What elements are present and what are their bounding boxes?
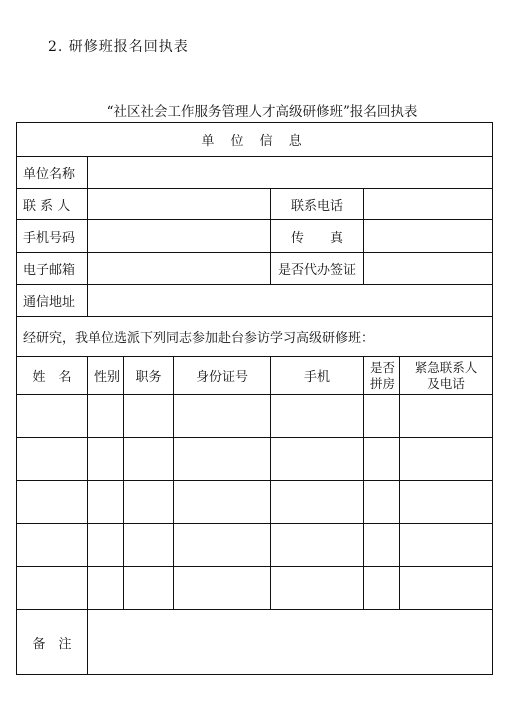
attendee-gender-cell[interactable]	[88, 567, 124, 610]
share-room-line-1: 是否	[370, 359, 396, 375]
attendee-position-cell[interactable]	[124, 567, 174, 610]
unit-name-label: 单位名称	[17, 157, 88, 189]
attendee-gender-cell[interactable]	[88, 395, 124, 438]
attendee-emergency-cell[interactable]	[400, 438, 493, 481]
attendee-row	[17, 524, 493, 567]
emergency-line-2: 及电话	[427, 375, 465, 391]
remarks-row	[17, 610, 493, 675]
attendee-name-cell[interactable]	[17, 395, 88, 438]
email-label: 电子邮箱	[17, 253, 88, 285]
col-name-header: 姓 名	[17, 357, 88, 395]
contact-label: 联 系 人	[17, 189, 88, 220]
email-field[interactable]	[88, 253, 271, 285]
attendee-share-room-cell[interactable]	[364, 395, 400, 438]
attendee-mobile-cell[interactable]	[271, 567, 364, 610]
attendee-id-cell[interactable]	[174, 567, 271, 610]
address-row	[17, 285, 493, 317]
fax-label: 传 真	[271, 220, 364, 253]
col-id-number-header: 身份证号	[174, 357, 271, 395]
attendee-row	[17, 481, 493, 524]
unit-name-row	[17, 157, 493, 189]
remarks-label: 备 注	[17, 610, 88, 675]
address-field[interactable]	[88, 285, 493, 317]
col-emergency-header	[400, 357, 493, 395]
statement-row	[17, 317, 493, 357]
attendee-id-cell[interactable]	[174, 438, 271, 481]
attendee-name-cell[interactable]	[17, 481, 88, 524]
attendee-row	[17, 567, 493, 610]
attendee-header-row	[17, 357, 493, 395]
col-position-header: 职务	[124, 357, 174, 395]
unit-info-header-row	[17, 123, 493, 157]
attendee-mobile-cell[interactable]	[271, 481, 364, 524]
col-share-room-header	[364, 357, 400, 395]
contact-phone-label: 联系电话	[271, 189, 364, 220]
attendee-row	[17, 395, 493, 438]
contact-row	[17, 189, 493, 220]
registration-form-table	[16, 122, 493, 675]
section-title: 2. 研修班报名回执表	[48, 39, 189, 55]
share-room-line-2: 拼房	[370, 375, 396, 391]
mobile-row	[17, 220, 493, 253]
attendee-gender-cell[interactable]	[88, 481, 124, 524]
document-title: “社区社会工作服务管理人才高级研修班”报名回执表	[106, 104, 418, 120]
attendee-share-room-cell[interactable]	[364, 438, 400, 481]
attendee-position-cell[interactable]	[124, 481, 174, 524]
attendee-share-room-cell[interactable]	[364, 481, 400, 524]
attendee-name-cell[interactable]	[17, 438, 88, 481]
contact-field[interactable]	[88, 189, 271, 220]
address-label: 通信地址	[17, 285, 88, 317]
attendee-position-cell[interactable]	[124, 438, 174, 481]
attendee-gender-cell[interactable]	[88, 524, 124, 567]
attendee-position-cell[interactable]	[124, 524, 174, 567]
attendee-share-room-cell[interactable]	[364, 567, 400, 610]
attendee-share-room-cell[interactable]	[364, 524, 400, 567]
attendee-emergency-cell[interactable]	[400, 567, 493, 610]
attendee-name-cell[interactable]	[17, 524, 88, 567]
agent-visa-field[interactable]	[364, 253, 493, 285]
attendee-emergency-cell[interactable]	[400, 481, 493, 524]
remarks-field[interactable]	[88, 610, 493, 675]
unit-info-header: 单 位 信 息	[17, 123, 493, 157]
attendee-emergency-cell[interactable]	[400, 395, 493, 438]
email-row	[17, 253, 493, 285]
fax-field[interactable]	[364, 220, 493, 253]
agent-visa-label: 是否代办签证	[271, 253, 364, 285]
attendee-mobile-cell[interactable]	[271, 395, 364, 438]
attendee-emergency-cell[interactable]	[400, 524, 493, 567]
attendee-id-cell[interactable]	[174, 481, 271, 524]
mobile-label: 手机号码	[17, 220, 88, 253]
attendee-id-cell[interactable]	[174, 395, 271, 438]
emergency-line-1: 紧急联系人	[414, 359, 478, 375]
mobile-field[interactable]	[88, 220, 271, 253]
statement-text: 经研究，我单位选派下列同志参加赴台参访学习高级研修班：	[17, 317, 493, 357]
attendee-row	[17, 438, 493, 481]
attendee-mobile-cell[interactable]	[271, 524, 364, 567]
contact-phone-field[interactable]	[364, 189, 493, 220]
col-gender-header: 性别	[88, 357, 124, 395]
attendee-position-cell[interactable]	[124, 395, 174, 438]
attendee-gender-cell[interactable]	[88, 438, 124, 481]
attendee-name-cell[interactable]	[17, 567, 88, 610]
col-mobile-header: 手机	[271, 357, 364, 395]
attendee-mobile-cell[interactable]	[271, 438, 364, 481]
attendee-id-cell[interactable]	[174, 524, 271, 567]
unit-name-field[interactable]	[88, 157, 493, 189]
